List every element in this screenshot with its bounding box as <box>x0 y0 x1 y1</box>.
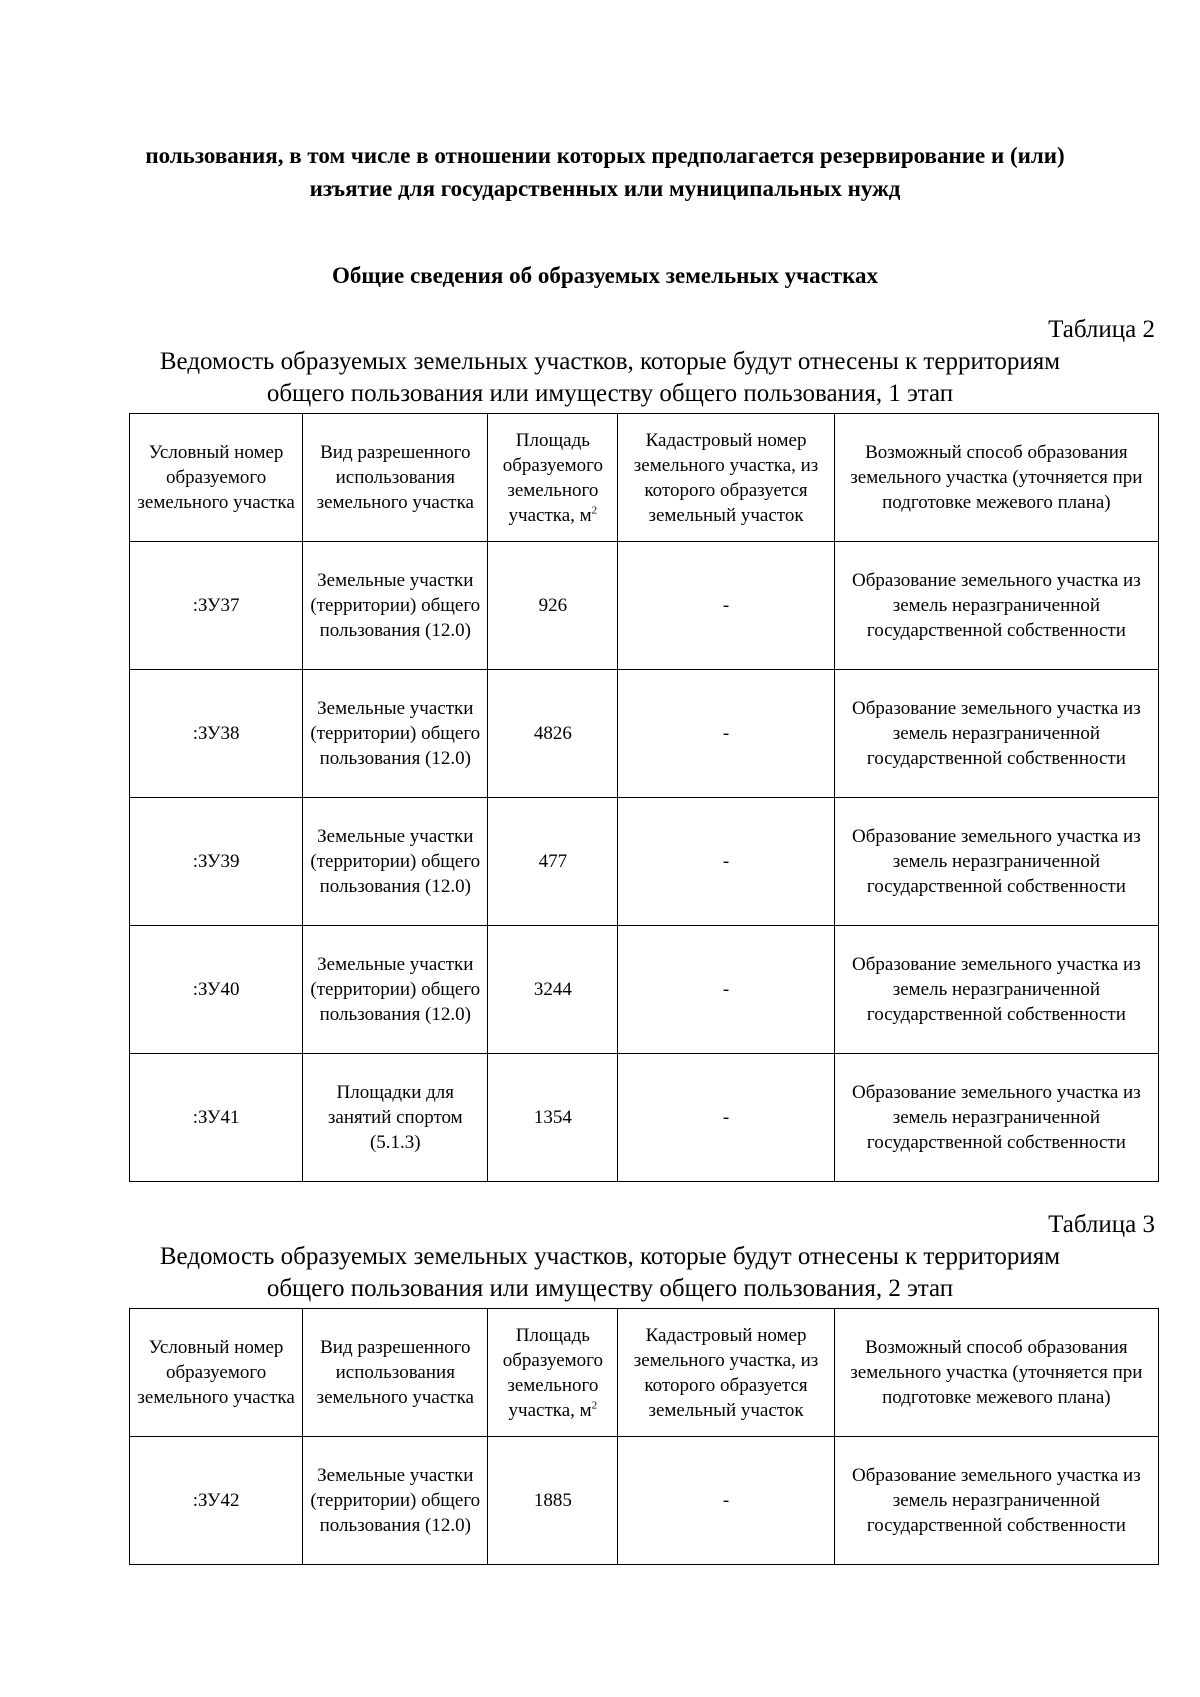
cell-cadastral: - <box>618 670 834 798</box>
header-cadastral: Кадастровый номер земельного участка, из которого образуется земельный участок <box>618 1309 834 1437</box>
cell-area: 477 <box>488 798 618 926</box>
cell-cadastral: - <box>618 542 834 670</box>
table-3-title: Ведомость образуемых земельных участков, которые будут отнесены к территориям общего пользования или имуществу общего пользования, 2 этап <box>159 1243 1061 1302</box>
intro-heading: пользования, в том числе в отношении которых предполагается резервирование и (или) изъятие для государственных или муниципальных нужд <box>145 143 1065 201</box>
header-use: Вид разрешенного использования земельного участка <box>303 414 488 542</box>
table-row <box>130 926 1159 1054</box>
header-area: Площадь образуемого земельного участка, $м^2$ <box>488 414 618 542</box>
header-number: Условный номер образуемого земельного участка <box>130 1309 303 1437</box>
header-area: Площадь образуемого земельного участка, $м^2$ <box>488 1309 618 1437</box>
table-row <box>130 1437 1159 1565</box>
cell-number: :ЗУ39 <box>130 798 303 926</box>
cell-area: 3244 <box>488 926 618 1054</box>
cell-area: 4826 <box>488 670 618 798</box>
header-method: Возможный способ образования земельного участка (уточняется при подготовке межевого плана) <box>834 1309 1158 1437</box>
cell-number: :ЗУ40 <box>130 926 303 1054</box>
cell-method: Образование земельного участка из земель неразграниченной государственной собственности <box>834 798 1158 926</box>
cell-method: Образование земельного участка из земель неразграниченной государственной собственности <box>834 1054 1158 1182</box>
table-3 <box>129 1308 1159 1565</box>
table-3-label: Таблица 3 <box>1048 1211 1155 1238</box>
cell-use: Земельные участки (территории) общего пользования (12.0) <box>303 798 488 926</box>
cell-area: 1354 <box>488 1054 618 1182</box>
table-2-label: Таблица 2 <box>1048 316 1155 343</box>
cell-number: :ЗУ37 <box>130 542 303 670</box>
cell-use: Земельные участки (территории) общего пользования (12.0) <box>303 926 488 1054</box>
cell-use: Земельные участки (территории) общего пользования (12.0) <box>303 670 488 798</box>
section-subtitle: Общие сведения об образуемых земельных участках <box>331 263 878 288</box>
table-2 <box>129 413 1159 1182</box>
cell-area: 1885 <box>488 1437 618 1565</box>
cell-use: Площадки для занятий спортом (5.1.3) <box>303 1054 488 1182</box>
cell-method: Образование земельного участка из земель неразграниченной государственной собственности <box>834 542 1158 670</box>
cell-cadastral: - <box>618 798 834 926</box>
table-row <box>130 798 1159 926</box>
cell-number: :ЗУ42 <box>130 1437 303 1565</box>
cell-cadastral: - <box>618 926 834 1054</box>
header-cadastral: Кадастровый номер земельного участка, из которого образуется земельный участок <box>618 414 834 542</box>
table-2-title: Ведомость образуемых земельных участков, которые будут отнесены к территориям общего пользования или имуществу общего пользования, 1 этап <box>159 348 1061 407</box>
cell-cadastral: - <box>618 1054 834 1182</box>
cell-method: Образование земельного участка из земель неразграниченной государственной собственности <box>834 926 1158 1054</box>
table-row <box>130 670 1159 798</box>
header-method: Возможный способ образования земельного участка (уточняется при подготовке межевого плана) <box>834 414 1158 542</box>
cell-use: Земельные участки (территории) общего пользования (12.0) <box>303 542 488 670</box>
cell-method: Образование земельного участка из земель неразграниченной государственной собственности <box>834 670 1158 798</box>
cell-cadastral: - <box>618 1437 834 1565</box>
table-header-row <box>130 1309 1159 1437</box>
header-use: Вид разрешенного использования земельного участка <box>303 1309 488 1437</box>
cell-method: Образование земельного участка из земель неразграниченной государственной собственности <box>834 1437 1158 1565</box>
table-row <box>130 1054 1159 1182</box>
cell-number: :ЗУ38 <box>130 670 303 798</box>
table-row <box>130 542 1159 670</box>
cell-use: Земельные участки (территории) общего пользования (12.0) <box>303 1437 488 1565</box>
cell-area: 926 <box>488 542 618 670</box>
cell-number: :ЗУ41 <box>130 1054 303 1182</box>
table-header-row <box>130 414 1159 542</box>
header-number: Условный номер образуемого земельного участка <box>130 414 303 542</box>
